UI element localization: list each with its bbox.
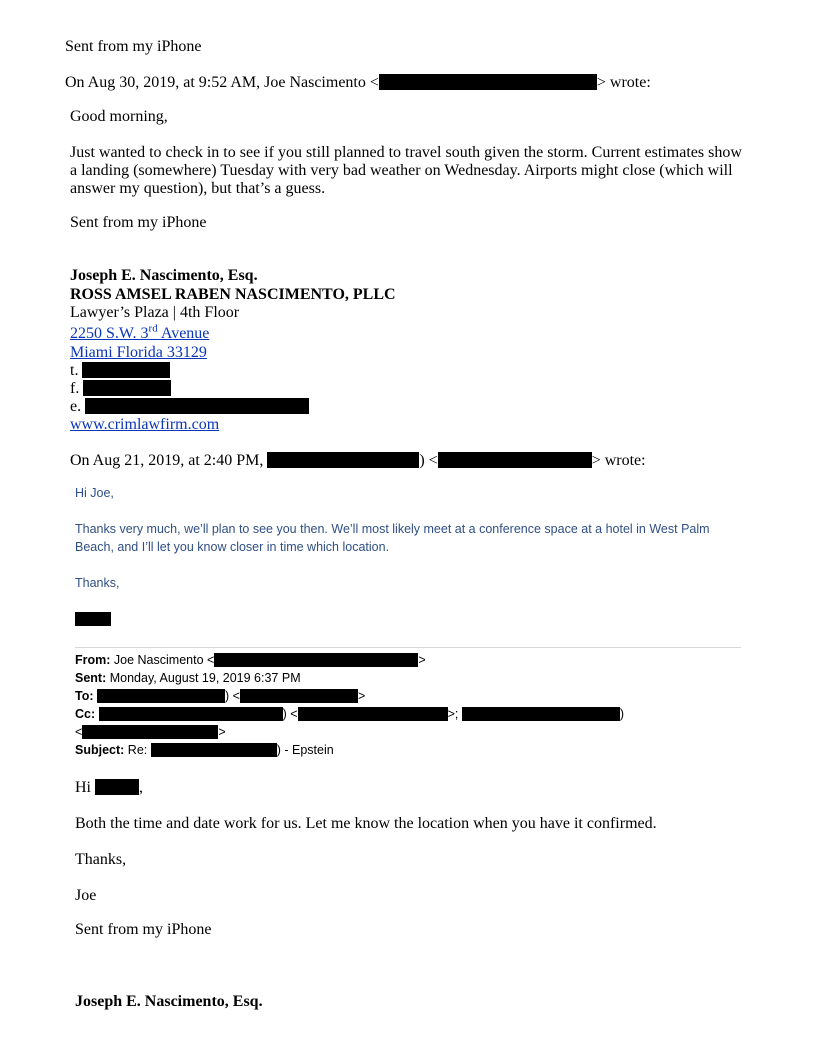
redaction-block	[99, 707, 283, 721]
redaction-block	[214, 653, 418, 667]
quote2-greeting: Hi Joe,	[75, 486, 114, 500]
subject-prefix: Re:	[127, 743, 148, 757]
reply-greeting-suffix: ,	[139, 779, 143, 796]
redaction-block	[379, 74, 597, 90]
cc-close: )	[619, 707, 625, 721]
quote2-suffix: > wrote:	[591, 452, 646, 469]
phone-label: t.	[70, 362, 79, 379]
reply-body: Both the time and date work for us. Let me know the location when you have it confirmed.	[75, 815, 657, 832]
redaction-block	[95, 779, 139, 795]
quote2-thanks: Thanks,	[75, 576, 120, 590]
quote1-attribution	[65, 74, 651, 92]
cc-label: Cc:	[75, 707, 96, 721]
redaction-block	[462, 707, 620, 721]
quote2-body: Thanks very much, we’ll plan to see you then. We’ll most likely meet at a conference space at a hotel in West Palm Beach, and I’ll let you know closer in time which location.	[75, 522, 710, 554]
address-part2[interactable]: Avenue	[157, 325, 210, 342]
address-sup[interactable]: rd	[148, 322, 158, 335]
redaction-block	[82, 725, 218, 739]
redaction-block	[438, 452, 592, 468]
signature-name: Joseph E. Nascimento, Esq.	[70, 267, 258, 284]
quote1-suffix: > wrote:	[596, 74, 651, 91]
signature-address-link[interactable]	[70, 322, 210, 343]
reply-name: Joe	[75, 887, 97, 904]
to-label: To:	[75, 689, 94, 703]
to-mid: ) <	[225, 689, 240, 703]
quote2-attribution	[70, 452, 646, 470]
sent-from-line: Sent from my iPhone	[65, 38, 202, 55]
redaction-block	[83, 380, 171, 396]
reply-signature-name: Joseph E. Nascimento, Esq.	[75, 993, 263, 1010]
header-subject	[75, 741, 334, 759]
cc-mid: ) <	[282, 707, 298, 721]
to-close: >	[357, 689, 366, 703]
quote2-middle: ) <	[419, 452, 438, 469]
signature-firm: ROSS AMSEL RABEN NASCIMENTO, PLLC	[70, 286, 396, 303]
quote1-body: Just wanted to check in to see if you still planned to travel south given the storm. Current estimates show a landing (somewhere) Tuesday with very bad weather on Wednesday. Airports might close (which will answer my question), but that’s a guess.	[70, 144, 742, 197]
redaction-block	[151, 743, 277, 757]
header-sent	[75, 669, 301, 687]
sent-label: Sent:	[75, 671, 107, 685]
reply-greeting	[75, 779, 143, 797]
cc-line2-open: <	[75, 725, 83, 739]
header-to	[75, 687, 365, 705]
reply-sent-from: Sent from my iPhone	[75, 921, 212, 938]
redaction-block	[298, 707, 448, 721]
from-close: >	[418, 653, 426, 667]
from-value: Joe Nascimento <	[113, 653, 215, 667]
from-label: From:	[75, 653, 111, 667]
cc-line2-close: >	[218, 725, 226, 739]
reply-thanks: Thanks,	[75, 851, 127, 868]
redaction-block	[75, 612, 111, 626]
address-part1[interactable]: 2250 S.W. 3	[70, 325, 149, 342]
header-cc-line2	[75, 723, 226, 741]
signature-fax	[70, 380, 171, 398]
redaction-block	[267, 452, 419, 468]
redaction-block	[240, 689, 358, 703]
signature-website-link[interactable]: www.crimlawfirm.com	[70, 416, 220, 433]
quote2-prefix: On Aug 21, 2019, at 2:40 PM,	[70, 452, 264, 469]
header-from	[75, 651, 426, 669]
subject-suffix: ) - Epstein	[276, 743, 334, 757]
quote1-prefix: On Aug 30, 2019, at 9:52 AM, Joe Nascimento <	[65, 74, 379, 91]
redaction-block	[82, 362, 170, 378]
signature-city-link[interactable]: Miami Florida 33129	[70, 344, 207, 361]
signature-plaza: Lawyer’s Plaza | 4th Floor	[70, 304, 240, 321]
cc-sep: >;	[447, 707, 459, 721]
header-cc	[75, 705, 624, 723]
quote1-greeting: Good morning,	[70, 108, 168, 125]
quote1-sent-from: Sent from my iPhone	[70, 214, 207, 231]
reply-greeting-prefix: Hi	[75, 779, 91, 796]
email-label: e.	[70, 398, 82, 415]
signature-email	[70, 398, 309, 416]
header-divider	[75, 647, 741, 648]
sent-value: Monday, August 19, 2019 6:37 PM	[109, 671, 301, 685]
subject-label: Subject:	[75, 743, 125, 757]
signature-phone	[70, 362, 170, 380]
redaction-block	[85, 398, 309, 414]
fax-label: f.	[70, 380, 80, 397]
redaction-block	[97, 689, 225, 703]
